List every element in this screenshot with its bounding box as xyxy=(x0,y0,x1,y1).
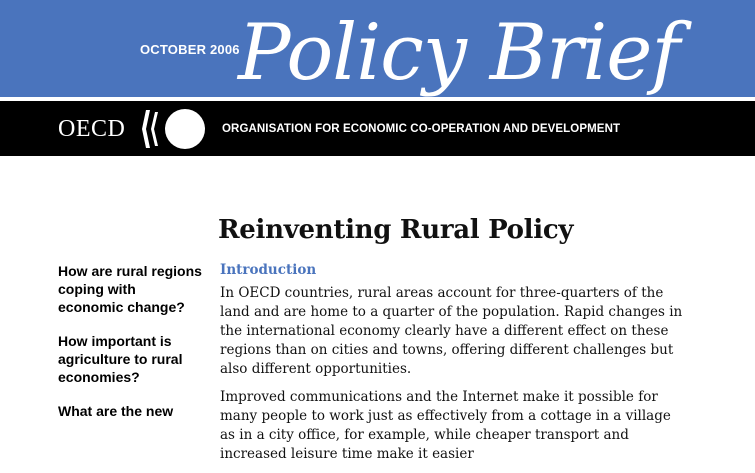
sidebar-question: How important is agriculture to rural economies? xyxy=(58,333,183,385)
organisation-name: ORGANISATION FOR ECONOMIC CO-OPERATION AND DEVELOPMENT xyxy=(222,123,621,135)
policy-brief-title: Policy Brief xyxy=(238,8,680,97)
main-content xyxy=(220,262,700,473)
section-heading: Introduction xyxy=(220,262,317,278)
oecd-logo-icon xyxy=(140,108,212,150)
oecd-logo-text: OECD xyxy=(58,116,126,142)
body-paragraph: In OECD countries, rural areas account for three-quarters of the land and are home to a quarter of the population. Rapid changes in the international economy clearly have a different effect on these regions than on cities and towns, offering different challenges but also different opportunities. xyxy=(220,285,683,377)
document-title: Reinventing Rural Policy xyxy=(218,215,574,246)
publication-date: OCTOBER 2006 xyxy=(140,42,240,57)
header-banner xyxy=(0,0,755,97)
sidebar-question: How are rural regions coping with economic change? xyxy=(58,263,202,315)
sidebar-question: What are the new xyxy=(58,403,174,419)
body-paragraph: Improved communications and the Internet make it possible for many people to work just as effectively from a cottage in a village as in a city office, for example, while cheaper transport and increased leisure time make it easier xyxy=(220,389,671,462)
